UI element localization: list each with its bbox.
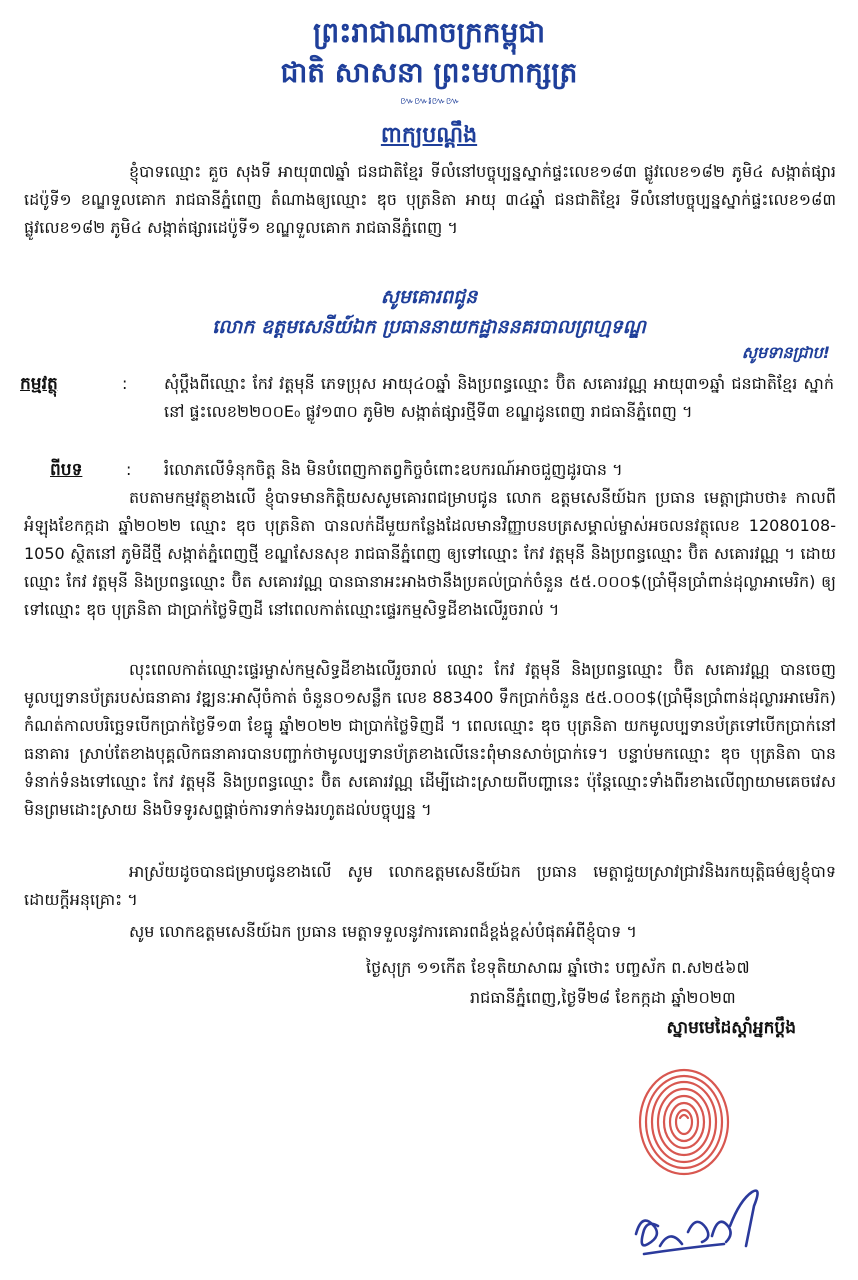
body-paragraph-2: លុះពេលកាត់ឈ្មោះផ្ទេរម្ចាស់កម្មសិទ្ធដីខាងលើរួចរាល់ ឈ្មោះ កែវ វត្តមុនី និងប្រពន្ធឈ្មោះ ប៊ិត សគោរវណ្ណ បានចេញមូលប្បទានប័ត្ររបស់ធនាគារ វឌ្ឍនៈអាស៊ីចំកាត់ ចំនួន០១សន្លឹក លេខ 883400 ទឹកប្រាក់ចំនួន ៥៥.០០០$(ប្រាំម៉ឺនប្រាំពាន់ដុល្លារអាមេរិក) កំណត់កាលបរិច្ឆេទបើកប្រាក់ថ្ងៃទី១៣ ខែធ្នូ ឆ្នាំ២០២២ ជាប្រាក់ថ្លៃទិញដី ។ ពេលឈ្មោះ ឌុច បុត្រនិតា យកមូលប្បទានប័ត្រទៅបើកប្រាក់នៅធនាគារ ស្រាប់តែខាងបុគ្គលិកធនាគារបានបញ្ជាក់ថាមូលប្បទានប័ត្រខាងលើនេះពុំមានសាច់ប្រាក់ទេ។ បន្ទាប់មកឈ្មោះ ឌុច បុត្រនិតា បានទំនាក់ទំនងទៅឈ្មោះ កែវ វត្តមុនី និងប្រពន្ធឈ្មោះ ប៊ិត សគោរវណ្ណ ដើម្បីដោះស្រាយពីបញ្ហានេះ ប៉ុន្តែឈ្មោះទាំងពីរខាងលើព្យាយាមគេចវេសមិនព្រមដោះស្រាយ និងបិទទូរសព្ទផ្តាច់ការទាក់ទងរហូតដល់បច្ចុប្បន្ន ។ (24, 660, 836, 819)
offense-text: រំលោភលើទំនុកចិត្ត និង មិនបំពេញកាតព្វកិច្ចចំពោះឧបករណ៍អាចជួញដូរបាន ។ (164, 460, 623, 479)
document-title: ពាក្យបណ្តឹង (380, 123, 478, 148)
respect-closing: សូមទានជ្រាប! (741, 343, 830, 362)
fingerprint-icon (636, 1064, 732, 1176)
body-paragraph-1: តបតាមកម្មវត្ថុខាងលើ ខ្ញុំបាទមានកិត្តិយសសូមគោរពជម្រាបជូន លោក ឧត្តមសេនីយ៍ឯក ប្រធាន មេត្តាជ្រាបថា៖ កាលពីអំឡុងខែកក្កដា ឆ្នាំ២០២២ ឈ្មោះ ឌុច បុត្រនិតា បានលក់ដីមួយកន្លែងដែលមានវិញ្ញាបនបត្រសម្គាល់ម្ចាស់អចលនវត្ថុលេខ 12080108-1050 ស្ថិតនៅ ភូមិដីថ្មី សង្កាត់ភ្នំពេញថ្មី ខណ្ឌសែនសុខ រាជធានីភ្នំពេញ ឲ្យទៅឈ្មោះ កែវ វត្តមុនី និងប្រពន្ធឈ្មោះ ប៊ិត សគោរវណ្ណ ។ ដោយឈ្មោះ កែវ វត្តមុនី និងប្រពន្ធឈ្មោះ ប៊ិត សគោរវណ្ណ បានធានាអះអាងថានឹងប្រគល់ប្រាក់ចំនួន ៥៥.០០០$(ប្រាំម៉ឺនប្រាំពាន់ដុល្លាអាមេរិក) ឲ្យទៅឈ្មោះ ឌុច បុត្រនិតា ជាប្រាក់ថ្លៃទិញដី នៅពេលកាត់ឈ្មោះផ្ទេរកម្មសិទ្ធដីខាងលើរួចរាល់ ។ (24, 488, 836, 619)
intro-paragraph: ខ្ញុំបាទឈ្មោះ គួច សុងទី អាយុ៣៧ឆ្នាំ ជនជាតិខ្មែរ ទីលំនៅបច្ចុប្បន្នស្នាក់ផ្ទះលេខ១៨៣ ផ្លូវលេខ១៨២ ភូមិ៤ សង្កាត់ផ្សារដេប៉ូទី១ ខណ្ឌទួលគោក រាជធានីភ្នំពេញ តំណាងឲ្យឈ្មោះ ឌុច បុត្រនិតា អាយុ ៣៤ឆ្នាំ ជនជាតិខ្មែរ ទីលំនៅបច្ចុប្បន្នស្នាក់ផ្ទះលេខ១៨៣ ផ្លូវលេខ១៨២ ភូមិ៤ សង្កាត់ផ្សារដេប៉ូទី១ ខណ្ឌទួលគោក រាជធានីភ្នំពេញ ។ (24, 162, 836, 237)
lunar-date: ថ្ងៃសុក្រ ១១កើត ខែទុតិយាសាឍ ឆ្នាំថោះ បញ្ចស័ក ព.ស២៥៦៧ (366, 958, 750, 977)
body-paragraph-4: សូម លោកឧត្តមសេនីយ៍ឯក ប្រធាន មេត្តាទទួលនូវការគោរពដ៏ខ្ពង់ខ្ពស់បំផុតអំពីខ្ញុំបាទ ។ (129, 922, 637, 941)
subject-colon: : (122, 374, 128, 393)
offense-colon: : (126, 460, 132, 479)
motto: ជាតិ សាសនា ព្រះមហាក្សត្រ (280, 56, 578, 89)
offense-label: ពីបទ (50, 460, 83, 480)
thumbprint-label: ស្នាមមេដៃស្តាំអ្នកប្តឹង (666, 1018, 796, 1038)
recipient-line: លោក ឧត្តមសេនីយ៍ឯក ប្រធាននាយកដ្ឋាននគរបាលព្រហ្មទណ្ឌ (212, 316, 646, 338)
respect-line: សូមគោរពជូន (380, 286, 478, 308)
body-paragraph-3: អាស្រ័យដូចបានជម្រាបជូនខាងលើ សូម លោកឧត្តមសេនីយ៍ឯក ប្រធាន មេត្តាជួយស្រាវជ្រាវនិងរកយុត្តិធម៌ឲ្យខ្ញុំបាទដោយក្តីអនុគ្រោះ ។ (24, 862, 836, 909)
kingdom-title: ព្រះរាជាណាចក្រកម្ពុជា (312, 16, 545, 49)
subject-text: សុំប្តឹងពីឈ្មោះ កែវ វត្តមុនី ភេទប្រុស អាយុ៤០ឆ្នាំ និងប្រពន្ធឈ្មោះ ប៊ិត សគោរវណ្ណ អាយុ៣១ឆ្នាំ ជនជាតិខ្មែរ ស្នាក់នៅ ផ្ទះលេខ២២០០E₀ ផ្លូវ១៣០ ភូមិ២ សង្កាត់ផ្សារថ្មីទី៣ ខណ្ឌដូនពេញ រាជធានីភ្នំពេញ ។ (164, 374, 834, 421)
gregorian-date: រាជធានីភ្នំពេញ,ថ្ងៃទី២៨ ខែកក្កដា ឆ្នាំ២០២៣ (470, 988, 736, 1007)
signature-mark (626, 1176, 776, 1262)
header-ornament: ៚៚៛៚៚ (400, 96, 460, 107)
subject-label: កម្មវត្ថុ (20, 374, 58, 394)
